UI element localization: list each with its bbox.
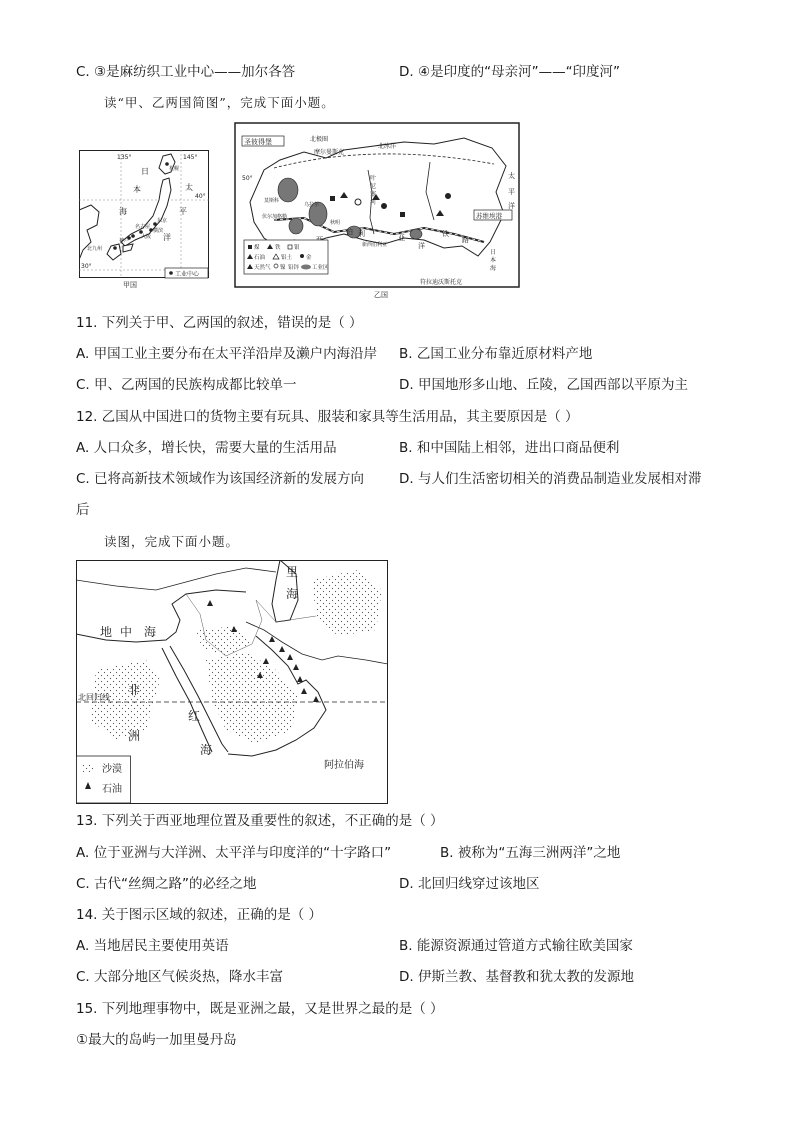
sea-label-ben: 本 xyxy=(133,185,141,194)
legend-gas: 天然气 xyxy=(254,265,271,271)
label-li: 里 xyxy=(286,565,299,579)
map-yi-svg xyxy=(234,122,522,292)
q12-option-b[interactable]: B. 和中国陆上相邻，进出口商品便利 xyxy=(399,440,620,456)
label-hong: 红 xyxy=(188,709,201,723)
lon-label-135: 135° xyxy=(117,154,132,161)
legend-oil: 石油 xyxy=(102,784,122,795)
legend-coal: 煤 xyxy=(254,245,260,251)
label-tropic: 北回归线 xyxy=(78,693,110,702)
label-novosibirsk: 新西伯利亚 xyxy=(362,242,388,248)
map-jia xyxy=(79,150,209,290)
desert-icon xyxy=(82,764,94,772)
map-yi xyxy=(234,122,522,299)
q11-option-a[interactable]: A. 甲国工业主要分布在太平洋沿岸及濑户内海沿岸 xyxy=(76,346,378,362)
label-moscow: 莫斯科 xyxy=(264,198,280,204)
q11-option-b[interactable]: B. 乙国工业分布靠近原材料产地 xyxy=(399,346,593,362)
legend-jia-label: 工业中心 xyxy=(175,271,200,278)
label-sovetskaya-gavan: 苏维埃港 xyxy=(476,212,502,220)
sea-label-yang: 洋 xyxy=(163,233,171,242)
legend-iron: 铁 xyxy=(275,245,281,251)
city-kitakyushu: 北九州 xyxy=(87,246,103,252)
label-lu: 路 xyxy=(462,236,469,244)
map-jia-caption: 甲国 xyxy=(123,281,137,289)
label-yang: 洋 xyxy=(418,242,425,250)
legend-bauxite: 铝土 xyxy=(281,255,293,261)
city-osaka: 大阪 xyxy=(141,234,152,240)
label-pacific-tai: 太 xyxy=(508,172,515,180)
lat-label-40: 40° xyxy=(195,193,206,200)
q12-option-d[interactable]: D. 与人们生活密切相关的消费品制造业发展相对滞 xyxy=(399,471,702,487)
label-arctic-ocean: 北冰洋 xyxy=(378,143,397,150)
label-sai: 塞 xyxy=(370,191,377,198)
label-zhou: 洲 xyxy=(128,729,141,743)
label-arabian-sea: 阿拉伯海 xyxy=(324,760,364,771)
label-vladivostok: 符拉迪沃斯托克 xyxy=(420,279,463,286)
label-jp-ri: 日 xyxy=(490,249,497,256)
q11-stem: 11. 下列关于甲、乙两国的叙述，错误的是（ ） xyxy=(76,315,363,331)
sea-label-tai: 太 xyxy=(185,183,193,192)
label-hai-caspian: 海 xyxy=(286,587,299,601)
legend-oil: 石油 xyxy=(254,255,266,261)
q13-option-a[interactable]: A. 位于亚洲与大洋洲、太平洋与印度洋的“十字路口” xyxy=(76,845,392,861)
city-kobe: 神户 xyxy=(119,238,130,244)
q11-option-c[interactable]: C. 甲、乙两国的民族构成都比较单一 xyxy=(76,377,297,393)
label-ya: 亚 xyxy=(398,234,405,242)
sea-label-ping: 平 xyxy=(179,207,187,216)
label-fei: 非 xyxy=(128,683,141,697)
label-di: 地 xyxy=(100,625,113,639)
label-50-deg: 50° xyxy=(242,175,253,182)
option-d-prev: D. ④是印度的“母亲河”——“印度河” xyxy=(399,64,621,80)
city-yokohama: 横滨 xyxy=(153,228,164,234)
label-tyumen: 秋明 xyxy=(330,220,341,226)
q13-option-b[interactable]: B. 被称为“五海三洲两洋”之地 xyxy=(440,845,621,861)
label-st-petersburg: 圣彼得堡 xyxy=(244,138,272,146)
city-nagoya: 名古屋 xyxy=(135,224,151,230)
label-hai-med: 海 xyxy=(144,625,157,639)
map-jia-svg xyxy=(79,150,209,290)
label-ye: 叶 xyxy=(370,175,377,182)
legend-gold: 金 xyxy=(306,255,312,261)
label-he: 河 xyxy=(370,199,377,206)
legend-desert: 沙漠 xyxy=(102,764,122,775)
label-pacific-yang: 洋 xyxy=(508,202,515,210)
q12-option-c[interactable]: C. 已将高新技术领域作为该国经济新的发展方向 xyxy=(76,471,365,487)
label-li: 利 xyxy=(358,230,365,238)
city-sapporo: 札幌 xyxy=(169,166,180,172)
coal-icon xyxy=(248,245,252,249)
label-zhong: 中 xyxy=(120,625,133,639)
map-yi-caption: 乙国 xyxy=(374,291,388,299)
lon-label-145: 145° xyxy=(183,154,198,161)
q14-option-c[interactable]: C. 大部分地区气候炎热，降水丰富 xyxy=(76,969,284,985)
map-west-asia xyxy=(76,560,388,804)
map-west-asia-svg xyxy=(76,560,388,804)
q14-option-b[interactable]: B. 能源资源通过管道方式输往欧美国家 xyxy=(399,938,633,954)
sea-label-hai: 海 xyxy=(119,207,127,216)
lat-label-30: 30° xyxy=(81,263,92,270)
intro-west-asia: 读图，完成下面小题。 xyxy=(104,534,240,549)
q11-option-d[interactable]: D. 甲国地形多山地、丘陵，乙国西部以平原为主 xyxy=(399,377,688,393)
label-jp-ben: 本 xyxy=(490,257,497,264)
q13-option-c[interactable]: C. 古代“丝绸之路”的必经之地 xyxy=(76,876,257,892)
q13-stem: 13. 下列关于西亚地理位置及重要性的叙述，不正确的是（ ） xyxy=(76,813,444,829)
legend-nickel: 镍 xyxy=(280,265,286,271)
q15-item-1: ①最大的岛屿一加里曼丹岛 xyxy=(76,1032,237,1048)
industry-center-icon xyxy=(169,271,173,275)
label-tie: 铁 xyxy=(442,230,449,238)
q14-option-d[interactable]: D. 伊斯兰教、基督教和犹太教的发源地 xyxy=(399,969,634,985)
label-ural: 乌拉尔 xyxy=(304,202,320,208)
q14-stem: 14. 关于图示区域的叙述，正确的是（ ） xyxy=(76,907,323,923)
intro-jia-yi: 读“甲、乙两国简图”，完成下面小题。 xyxy=(104,95,335,110)
q12-option-a[interactable]: A. 人口众多，增长快，需要大量的生活用品 xyxy=(76,440,337,456)
label-hai-red: 海 xyxy=(200,743,213,757)
label-murmansk: 摩尔曼斯克 xyxy=(314,149,345,156)
legend-silver: 银 xyxy=(294,245,300,251)
label-pacific-ping: 平 xyxy=(508,188,515,196)
sea-label-ri: 日 xyxy=(141,167,149,176)
q13-option-d[interactable]: D. 北回归线穿过该地区 xyxy=(399,876,540,892)
q12-option-d-cont: 后 xyxy=(76,502,90,518)
option-c-prev: C. ③是麻纺织工业中心——加尔各答 xyxy=(76,64,296,80)
legend-leadzinc: 铅锌 xyxy=(288,265,300,271)
label-arctic-circle: 北极圈 xyxy=(310,136,329,143)
q15-stem: 15. 下列地理事物中，既是亚洲之最，又是世界之最的是（ ） xyxy=(76,1001,444,1017)
q12-stem: 12. 乙国从中国进口的货物主要有玩具、服装和家具等生活用品，其主要原因是（ ） xyxy=(76,409,579,425)
label-bo: 伯 xyxy=(346,228,353,236)
q14-option-a[interactable]: A. 当地居民主要使用英语 xyxy=(76,938,229,954)
gold-icon xyxy=(300,254,304,258)
city-tokyo: 东京 xyxy=(157,218,168,224)
industrial-zone-icon xyxy=(301,265,311,270)
label-ni: 尼 xyxy=(370,183,377,190)
label-jp-hai: 海 xyxy=(490,265,497,272)
label-volgograd: 伏尔加格勒 xyxy=(262,214,288,220)
legend-industrial: 工业区 xyxy=(312,265,329,271)
